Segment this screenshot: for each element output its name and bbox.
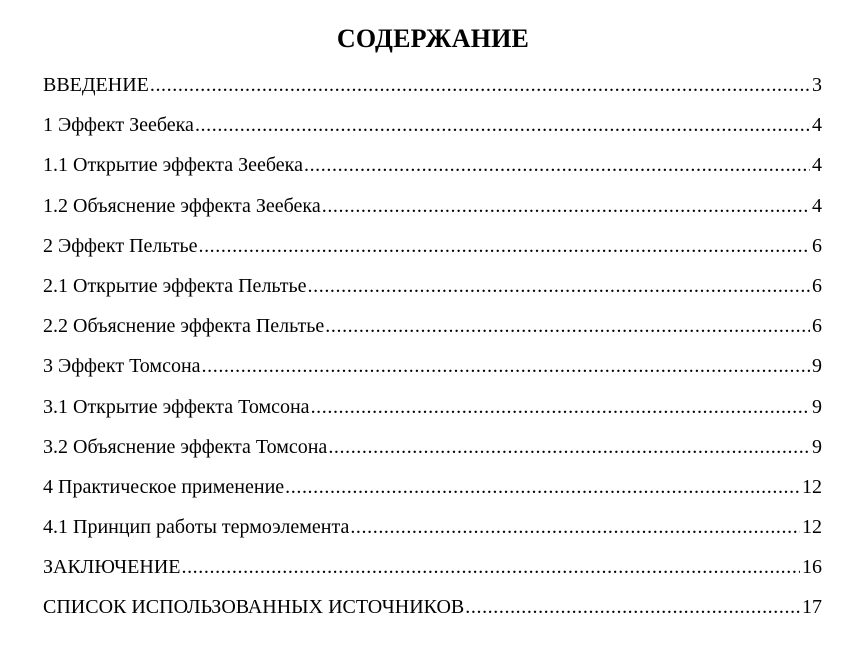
toc-entry-text: 1.2 Объяснение эффекта Зеебека [43,194,321,217]
toc-dot-leader [465,592,800,622]
toc-entry-page-number: 9 [812,435,822,458]
toc-entry-text: 1 Эффект Зеебека [43,114,194,137]
toc-dot-leader [285,472,800,502]
toc-entry-text: СПИСОК ИСПОЛЬЗОВАННЫХ ИСТОЧНИКОВ [43,596,465,619]
toc-dot-leader [181,552,800,582]
toc-entry-text: 3.2 Объяснение эффекта Томсона [43,435,328,458]
toc-entry[interactable] [43,472,822,512]
toc-dot-leader [308,271,810,301]
toc-entry-text: 1.1 Открытие эффекта Зеебека [43,154,303,177]
toc-dot-leader [150,70,810,100]
toc-entry[interactable] [43,311,822,351]
toc-entry-text: 2 Эффект Пельтье [43,234,198,257]
toc-entry[interactable] [43,191,822,231]
toc-entry-page-number: 4 [812,154,822,177]
toc-entry-page-number: 4 [812,114,822,137]
toc-entry[interactable] [43,271,822,311]
toc-entry[interactable] [43,592,822,632]
toc-entry-text: 4.1 Принцип работы термоэлемента [43,516,350,539]
toc-entry-page-number: 9 [812,395,822,418]
toc-entry[interactable] [43,231,822,271]
toc-dot-leader [350,512,800,542]
toc-list [43,70,822,633]
toc-entry-text: ЗАКЛЮЧЕНИЕ [43,556,181,579]
toc-entry[interactable] [43,110,822,150]
toc-entry-page-number: 12 [802,475,822,498]
toc-entry-text: 2.2 Объяснение эффекта Пельтье [43,315,325,338]
toc-dot-leader [328,432,810,462]
toc-entry-page-number: 17 [802,596,822,619]
toc-entry-page-number: 6 [812,234,822,257]
toc-dot-leader [311,392,810,422]
toc-dot-leader [322,191,810,221]
toc-entry-page-number: 6 [812,315,822,338]
toc-dot-leader [198,231,810,261]
toc-entry[interactable] [43,432,822,472]
toc-entry[interactable] [43,70,822,110]
toc-dot-leader [202,351,810,381]
toc-entry-page-number: 12 [802,516,822,539]
toc-entry-page-number: 6 [812,274,822,297]
toc-entry[interactable] [43,351,822,391]
toc-entry-page-number: 3 [812,74,822,96]
toc-entry[interactable] [43,392,822,432]
toc-dot-leader [325,311,810,341]
toc-entry-text: 4 Практическое применение [43,475,285,498]
toc-entry-page-number: 4 [812,194,822,217]
toc-title: СОДЕРЖАНИЕ [336,24,530,53]
toc-entry-text: 2.1 Открытие эффекта Пельтье [43,274,307,297]
toc-entry[interactable] [43,552,822,592]
toc-entry-text: ВВЕДЕНИЕ [43,74,149,96]
toc-entry-text: 3.1 Открытие эффекта Томсона [43,395,310,418]
toc-entry[interactable] [43,512,822,552]
toc-entry-text: 3 Эффект Томсона [43,355,201,378]
toc-dot-leader [304,150,810,180]
toc-entry-page-number: 9 [812,355,822,378]
toc-entry-page-number: 16 [802,556,822,579]
toc-entry[interactable] [43,150,822,190]
toc-dot-leader [195,110,810,140]
